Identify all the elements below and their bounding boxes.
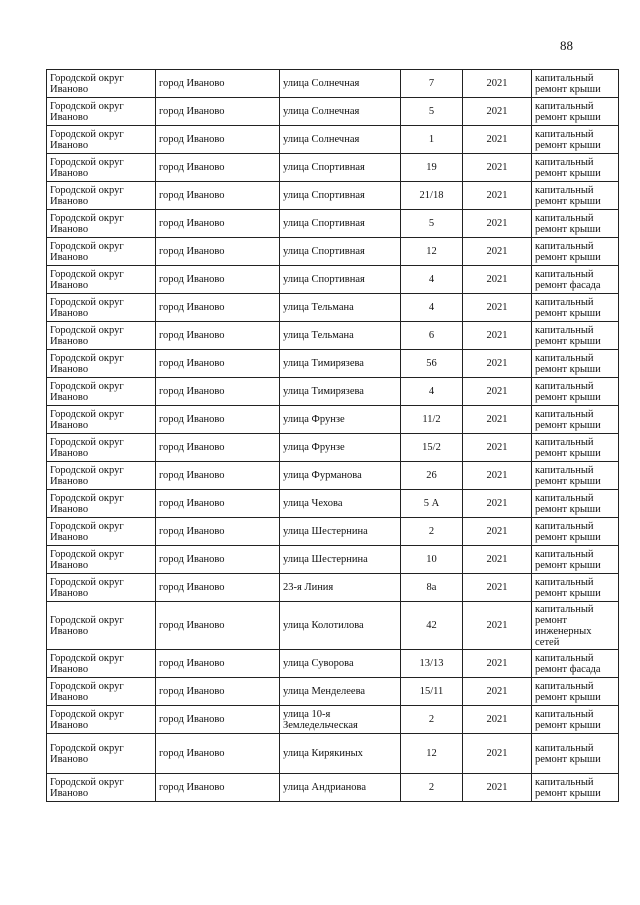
year-cell: 2021 (463, 154, 532, 182)
table-row (47, 406, 619, 434)
work-type-cell: капитальный ремонт крыши (532, 462, 619, 490)
street-cell: улица Тимирязева (280, 350, 401, 378)
table-row (47, 154, 619, 182)
district-cell: Городской округ Иваново (47, 238, 156, 266)
city-cell: город Иваново (156, 294, 280, 322)
year-cell: 2021 (463, 406, 532, 434)
city-cell: город Иваново (156, 602, 280, 650)
table-row (47, 70, 619, 98)
year-cell: 2021 (463, 350, 532, 378)
house-number-cell: 12 (401, 734, 463, 774)
year-cell: 2021 (463, 266, 532, 294)
year-cell: 2021 (463, 518, 532, 546)
street-cell: улица Суворова (280, 650, 401, 678)
district-cell: Городской округ Иваново (47, 490, 156, 518)
table-row (47, 98, 619, 126)
table-row (47, 462, 619, 490)
table-row (47, 322, 619, 350)
city-cell: город Иваново (156, 406, 280, 434)
house-number-cell: 12 (401, 238, 463, 266)
district-cell: Городской округ Иваново (47, 378, 156, 406)
work-type-cell: капитальный ремонт крыши (532, 378, 619, 406)
table-row (47, 126, 619, 154)
table-row (47, 238, 619, 266)
city-cell: город Иваново (156, 518, 280, 546)
house-number-cell: 4 (401, 294, 463, 322)
year-cell: 2021 (463, 650, 532, 678)
street-cell: улица Солнечная (280, 98, 401, 126)
work-type-cell: капитальный ремонт крыши (532, 154, 619, 182)
district-cell: Городской округ Иваново (47, 182, 156, 210)
year-cell: 2021 (463, 602, 532, 650)
district-cell: Городской округ Иваново (47, 678, 156, 706)
work-type-cell: капитальный ремонт крыши (532, 182, 619, 210)
table-row (47, 518, 619, 546)
year-cell: 2021 (463, 490, 532, 518)
city-cell: город Иваново (156, 322, 280, 350)
district-cell: Городской округ Иваново (47, 70, 156, 98)
house-number-cell: 7 (401, 70, 463, 98)
street-cell: улица Спортивная (280, 238, 401, 266)
city-cell: город Иваново (156, 182, 280, 210)
year-cell: 2021 (463, 182, 532, 210)
city-cell: город Иваново (156, 490, 280, 518)
district-cell: Городской округ Иваново (47, 574, 156, 602)
table-row (47, 602, 619, 650)
district-cell: Городской округ Иваново (47, 406, 156, 434)
city-cell: город Иваново (156, 734, 280, 774)
city-cell: город Иваново (156, 210, 280, 238)
work-type-cell: капитальный ремонт крыши (532, 126, 619, 154)
house-number-cell: 15/11 (401, 678, 463, 706)
city-cell: город Иваново (156, 266, 280, 294)
house-number-cell: 5 А (401, 490, 463, 518)
street-cell: улица Спортивная (280, 210, 401, 238)
work-type-cell: капитальный ремонт крыши (532, 546, 619, 574)
work-type-cell: капитальный ремонт крыши (532, 210, 619, 238)
street-cell: улица Шестернина (280, 518, 401, 546)
city-cell: город Иваново (156, 154, 280, 182)
street-cell: улица Тельмана (280, 322, 401, 350)
year-cell: 2021 (463, 126, 532, 154)
city-cell: город Иваново (156, 126, 280, 154)
year-cell: 2021 (463, 378, 532, 406)
repair-registry-table (46, 69, 619, 802)
house-number-cell: 5 (401, 98, 463, 126)
district-cell: Городской округ Иваново (47, 322, 156, 350)
district-cell: Городской округ Иваново (47, 602, 156, 650)
work-type-cell: капитальный ремонт крыши (532, 98, 619, 126)
work-type-cell: капитальный ремонт крыши (532, 774, 619, 802)
street-cell: улица Фрунзе (280, 406, 401, 434)
work-type-cell: капитальный ремонт крыши (532, 70, 619, 98)
house-number-cell: 4 (401, 266, 463, 294)
city-cell: город Иваново (156, 238, 280, 266)
house-number-cell: 19 (401, 154, 463, 182)
table-row (47, 774, 619, 802)
district-cell: Городской округ Иваново (47, 462, 156, 490)
work-type-cell: капитальный ремонт фасада (532, 650, 619, 678)
work-type-cell: капитальный ремонт крыши (532, 406, 619, 434)
house-number-cell: 5 (401, 210, 463, 238)
district-cell: Городской округ Иваново (47, 518, 156, 546)
city-cell: город Иваново (156, 678, 280, 706)
street-cell: улица Спортивная (280, 266, 401, 294)
page-number: 88 (560, 38, 573, 53)
table-row (47, 378, 619, 406)
work-type-cell: капитальный ремонт фасада (532, 266, 619, 294)
house-number-cell: 11/2 (401, 406, 463, 434)
street-cell: улица Солнечная (280, 126, 401, 154)
year-cell: 2021 (463, 238, 532, 266)
district-cell: Городской округ Иваново (47, 650, 156, 678)
street-cell: улица Шестернина (280, 546, 401, 574)
year-cell: 2021 (463, 678, 532, 706)
year-cell: 2021 (463, 462, 532, 490)
table-body (47, 70, 619, 802)
house-number-cell: 21/18 (401, 182, 463, 210)
street-cell: улица Чехова (280, 490, 401, 518)
city-cell: город Иваново (156, 774, 280, 802)
table-row (47, 650, 619, 678)
house-number-cell: 2 (401, 706, 463, 734)
street-cell: улица 10-я Земледельческая (280, 706, 401, 734)
street-cell: улица Фурманова (280, 462, 401, 490)
district-cell: Городской округ Иваново (47, 210, 156, 238)
work-type-cell: капитальный ремонт крыши (532, 238, 619, 266)
table-row (47, 546, 619, 574)
district-cell: Городской округ Иваново (47, 294, 156, 322)
house-number-cell: 42 (401, 602, 463, 650)
city-cell: город Иваново (156, 378, 280, 406)
street-cell: 23-я Линия (280, 574, 401, 602)
house-number-cell: 2 (401, 518, 463, 546)
district-cell: Городской округ Иваново (47, 266, 156, 294)
year-cell: 2021 (463, 210, 532, 238)
house-number-cell: 10 (401, 546, 463, 574)
table-row (47, 574, 619, 602)
district-cell: Городской округ Иваново (47, 546, 156, 574)
street-cell: улица Колотилова (280, 602, 401, 650)
year-cell: 2021 (463, 294, 532, 322)
district-cell: Городской округ Иваново (47, 350, 156, 378)
city-cell: город Иваново (156, 650, 280, 678)
work-type-cell: капитальный ремонт крыши (532, 490, 619, 518)
city-cell: город Иваново (156, 706, 280, 734)
city-cell: город Иваново (156, 98, 280, 126)
work-type-cell: капитальный ремонт крыши (532, 518, 619, 546)
year-cell: 2021 (463, 70, 532, 98)
table-row (47, 434, 619, 462)
street-cell: улица Андрианова (280, 774, 401, 802)
year-cell: 2021 (463, 546, 532, 574)
house-number-cell: 2 (401, 774, 463, 802)
work-type-cell: капитальный ремонт крыши (532, 734, 619, 774)
work-type-cell: капитальный ремонт крыши (532, 574, 619, 602)
work-type-cell: капитальный ремонт крыши (532, 294, 619, 322)
street-cell: улица Тельмана (280, 294, 401, 322)
year-cell: 2021 (463, 322, 532, 350)
table-row (47, 210, 619, 238)
district-cell: Городской округ Иваново (47, 434, 156, 462)
district-cell: Городской округ Иваново (47, 706, 156, 734)
year-cell: 2021 (463, 706, 532, 734)
table-row (47, 706, 619, 734)
house-number-cell: 8а (401, 574, 463, 602)
work-type-cell: капитальный ремонт инженерных сетей (532, 602, 619, 650)
work-type-cell: капитальный ремонт крыши (532, 322, 619, 350)
year-cell: 2021 (463, 734, 532, 774)
work-type-cell: капитальный ремонт крыши (532, 706, 619, 734)
year-cell: 2021 (463, 98, 532, 126)
table-row (47, 182, 619, 210)
house-number-cell: 26 (401, 462, 463, 490)
street-cell: улица Менделеева (280, 678, 401, 706)
street-cell: улица Спортивная (280, 182, 401, 210)
table-row (47, 734, 619, 774)
house-number-cell: 15/2 (401, 434, 463, 462)
city-cell: город Иваново (156, 574, 280, 602)
house-number-cell: 56 (401, 350, 463, 378)
district-cell: Городской округ Иваново (47, 98, 156, 126)
street-cell: улица Тимирязева (280, 378, 401, 406)
year-cell: 2021 (463, 774, 532, 802)
work-type-cell: капитальный ремонт крыши (532, 350, 619, 378)
work-type-cell: капитальный ремонт крыши (532, 434, 619, 462)
street-cell: улица Кирякиных (280, 734, 401, 774)
district-cell: Городской округ Иваново (47, 154, 156, 182)
table-row (47, 350, 619, 378)
street-cell: улица Фрунзе (280, 434, 401, 462)
street-cell: улица Солнечная (280, 70, 401, 98)
city-cell: город Иваново (156, 546, 280, 574)
house-number-cell: 13/13 (401, 650, 463, 678)
street-cell: улица Спортивная (280, 154, 401, 182)
district-cell: Городской округ Иваново (47, 734, 156, 774)
district-cell: Городской округ Иваново (47, 774, 156, 802)
year-cell: 2021 (463, 574, 532, 602)
table-row (47, 490, 619, 518)
house-number-cell: 6 (401, 322, 463, 350)
table-row (47, 678, 619, 706)
district-cell: Городской округ Иваново (47, 126, 156, 154)
house-number-cell: 1 (401, 126, 463, 154)
table-row (47, 294, 619, 322)
city-cell: город Иваново (156, 462, 280, 490)
city-cell: город Иваново (156, 350, 280, 378)
year-cell: 2021 (463, 434, 532, 462)
house-number-cell: 4 (401, 378, 463, 406)
city-cell: город Иваново (156, 70, 280, 98)
city-cell: город Иваново (156, 434, 280, 462)
work-type-cell: капитальный ремонт крыши (532, 678, 619, 706)
table-row (47, 266, 619, 294)
